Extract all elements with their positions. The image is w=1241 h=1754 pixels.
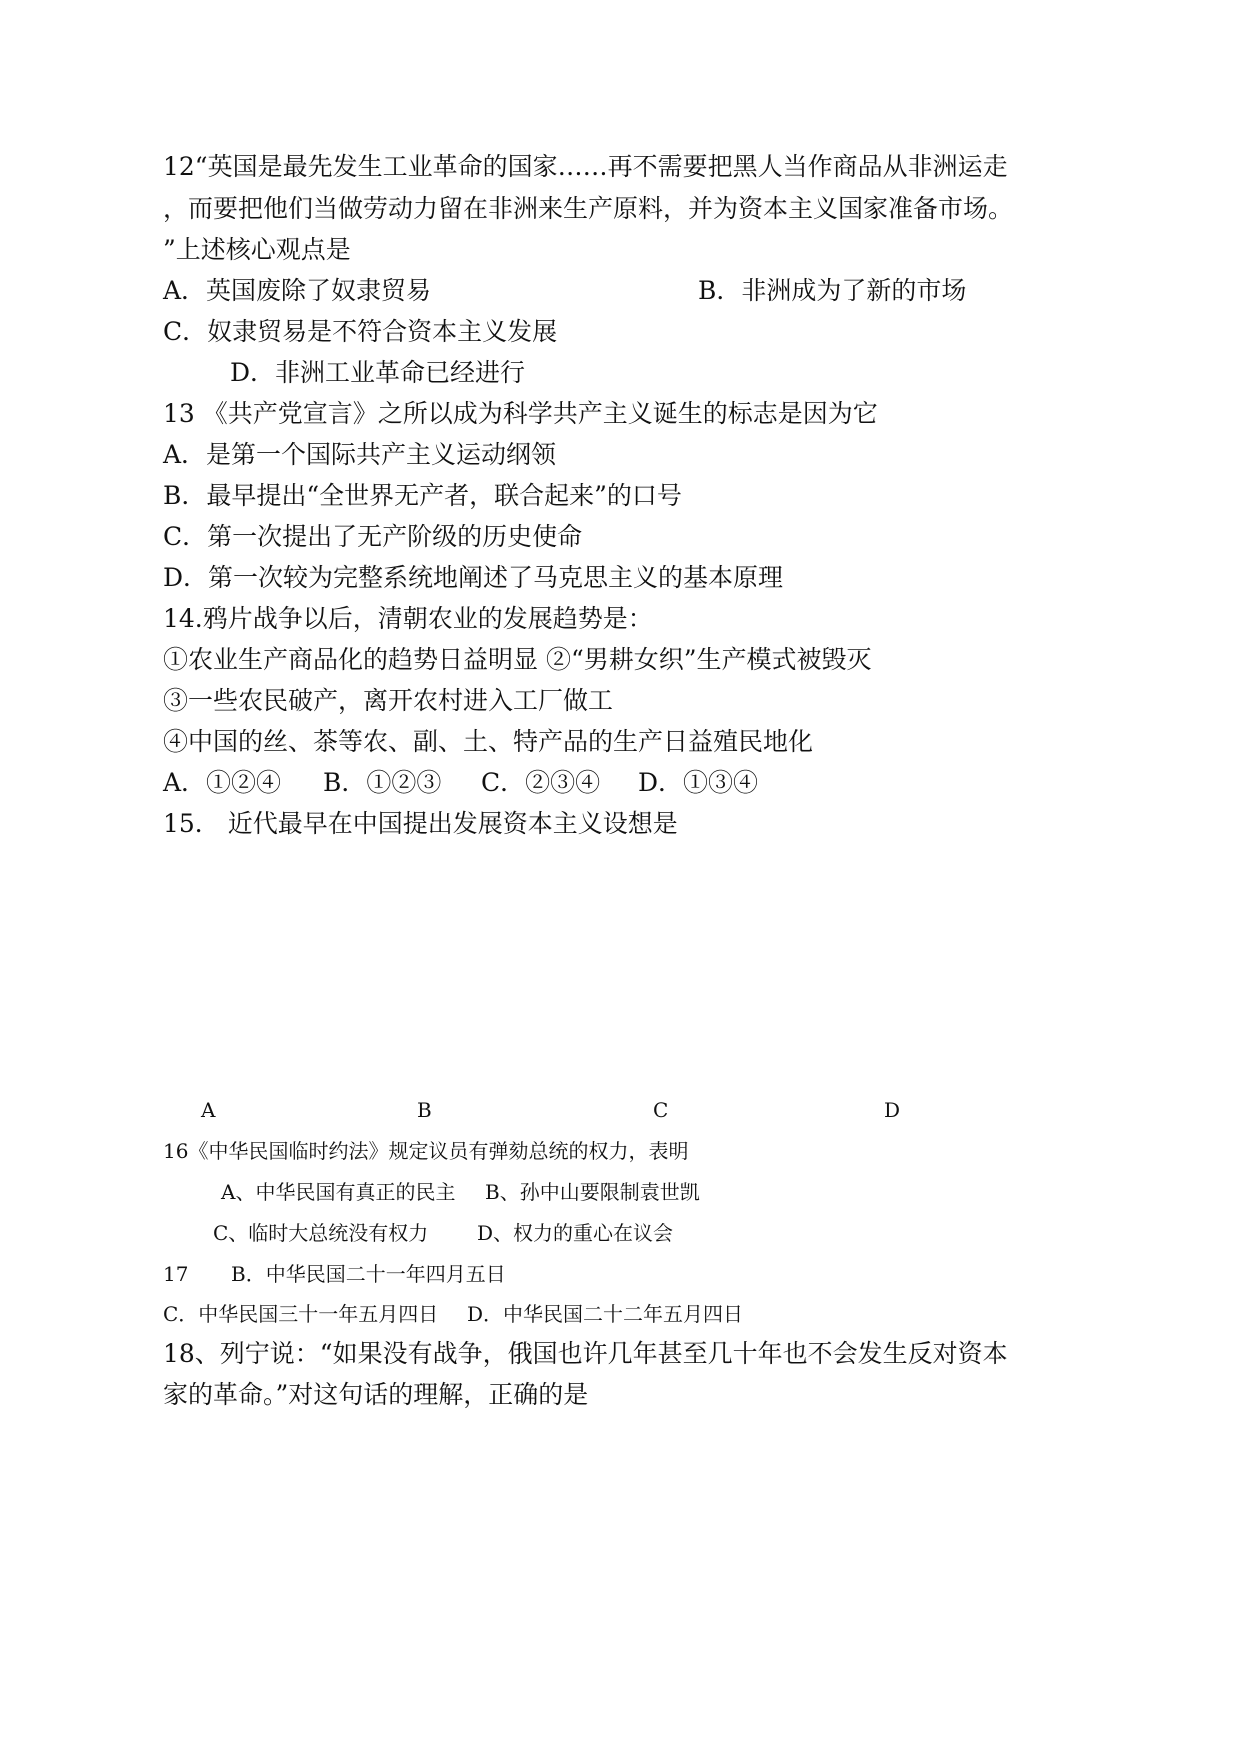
q15-image-label-a: A [201,1098,216,1122]
q12-option-b: B．非洲成为了新的市场 [698,276,967,305]
q17-option-b: B．中华民国二十一年四月五日 [231,1262,506,1286]
q14-option-d: D．①③④ [638,768,759,797]
q18-stem-line1: 18、列宁说：“如果没有战争，俄国也许几年甚至几十年也不会发生反对资本 [163,1339,1008,1368]
q14-item-4: ④中国的丝、茶等农、副、土、特产品的生产日益殖民地化 [163,727,814,756]
q15-image-label-d: D [884,1098,901,1122]
q13-option-a: A．是第一个国际共产主义运动纲领 [163,440,557,469]
q16-option-c: C、临时大总统没有权力 [213,1221,429,1245]
q12-stem-line1: 12“英国是最先发生工业革命的国家……再不需要把黑人当作商品从非洲运走 [163,152,1008,181]
q14-items-1-2: ①农业生产商品化的趋势日益明显 ②“男耕女织”生产模式被毁灭 [163,645,872,674]
q12-option-d: D．非洲工业革命已经进行 [230,358,526,387]
q15-stem: 15． 近代最早在中国提出发展资本主义设想是 [163,809,678,838]
q14-item-3: ③一些农民破产，离开农村进入工厂做工 [163,686,614,715]
q16-option-d: D、权力的重心在议会 [477,1221,674,1245]
q17-option-d: D．中华民国二十二年五月四日 [467,1302,744,1326]
q12-stem-line3: ”上述核心观点是 [163,235,351,264]
q16-stem: 16《中华民国临时约法》规定议员有弹劾总统的权力，表明 [163,1139,689,1163]
q15-image-label-b: B [417,1098,432,1122]
q13-option-d: D．第一次较为完整系统地阐述了马克思主义的基本原理 [163,563,784,592]
q13-option-c: C．第一次提出了无产阶级的历史使命 [163,522,583,551]
q18-stem-line2: 家的革命。”对这句话的理解，正确的是 [163,1380,589,1409]
q14-stem: 14.鸦片战争以后，清朝农业的发展趋势是： [163,604,653,633]
q17-number: 17 [163,1262,189,1286]
q16-option-b: B、孙中山要限制袁世凯 [485,1180,700,1204]
q17-option-c: C．中华民国三十一年五月四日 [163,1302,439,1326]
q14-option-a: A．①②④ [163,768,282,797]
q14-option-b: B．①②③ [323,768,442,797]
q14-option-c: C．②③④ [481,768,601,797]
q12-stem-line2: ，而要把他们当做劳动力留在非洲来生产原料，并为资本主义国家准备市场。 [163,194,1014,223]
q13-stem: 13 《共产党宣言》之所以成为科学共产主义诞生的标志是因为它 [163,399,878,428]
q12-option-c: C．奴隶贸易是不符合资本主义发展 [163,317,558,346]
q16-option-a: A、中华民国有真正的民主 [221,1180,456,1204]
q13-option-b: B．最早提出“全世界无产者，联合起来”的口号 [163,481,682,510]
q15-image-label-c: C [653,1098,669,1122]
q12-option-a: A．英国废除了奴隶贸易 [163,276,432,305]
